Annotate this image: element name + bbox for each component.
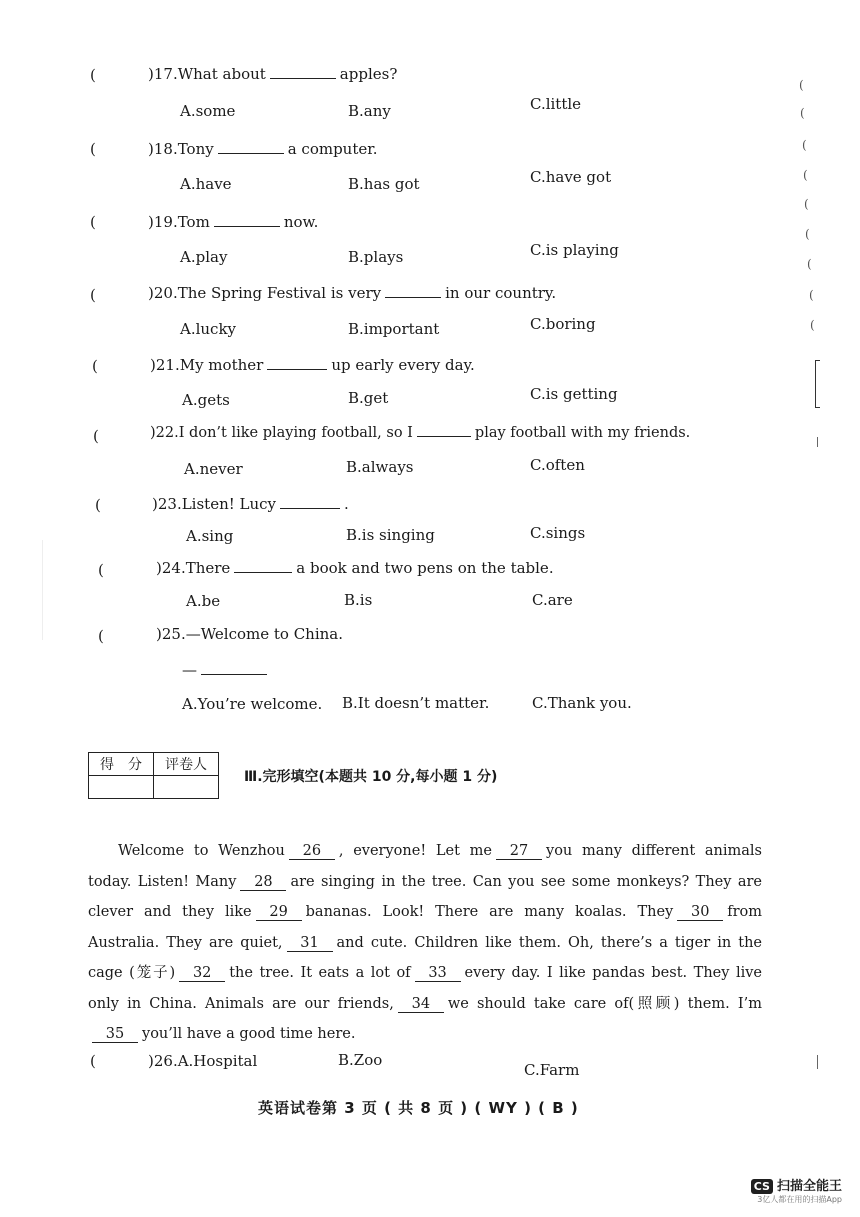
option-a: A.have xyxy=(180,175,232,193)
cloze-gap: 26 xyxy=(289,843,335,860)
passage-text: Welcome to Wenzhou xyxy=(118,843,285,859)
option-c: C.often xyxy=(530,456,585,474)
edge-mark: ( xyxy=(809,288,814,302)
answer-blank xyxy=(267,355,327,370)
option-b: B.It doesn’t matter. xyxy=(342,694,490,712)
answer-blank xyxy=(417,422,471,437)
score-label: 得 分 xyxy=(89,753,154,776)
edge-mark: ( xyxy=(802,138,807,152)
grader-cell xyxy=(154,776,219,799)
section-title: Ⅲ.完形填空(本题共 10 分,每小题 1 分) xyxy=(244,769,498,785)
option-c: C.have got xyxy=(530,168,612,186)
answer-paren: ( xyxy=(93,427,99,445)
score-box xyxy=(88,752,219,799)
option-a: A.sing xyxy=(186,527,234,545)
score-cell xyxy=(89,776,154,799)
edge-mark: ( xyxy=(803,168,808,182)
question-23-stem: )23.Listen! Lucy . xyxy=(152,495,349,513)
cloze-gap: 31 xyxy=(287,935,333,952)
edge-mark: ( xyxy=(807,257,812,271)
option-b: B.always xyxy=(346,458,414,476)
question-20-stem: )20.The Spring Festival is very in our country. xyxy=(148,284,557,302)
scanner-watermark xyxy=(751,1175,842,1205)
option-c: C.sings xyxy=(530,524,586,542)
answer-paren: ( xyxy=(90,66,96,84)
answer-blank xyxy=(201,660,267,675)
question-25-stem: )25.—Welcome to China. xyxy=(156,625,344,643)
edge-tick xyxy=(817,1055,818,1069)
question-19-stem: )19.Tom now. xyxy=(148,213,319,231)
question-26-option-b: B.Zoo xyxy=(338,1051,383,1069)
passage-text: , everyone! Let me xyxy=(338,843,493,859)
question-25-reply: — xyxy=(182,660,271,679)
edge-tick xyxy=(817,437,818,447)
option-a: A.be xyxy=(186,592,221,610)
answer-blank xyxy=(218,139,284,154)
scan-line xyxy=(42,540,43,640)
answer-paren: ( xyxy=(90,1052,96,1070)
edge-mark: ( xyxy=(799,78,804,92)
question-18-stem: )18.Tony a computer. xyxy=(148,140,378,158)
option-a: A.play xyxy=(180,248,228,266)
page-footer: 英语试卷第 3 页 ( 共 8 页 ) ( WY ) ( B ) xyxy=(258,1099,579,1117)
answer-blank xyxy=(270,64,336,79)
question-17-stem: )17.What about apples? xyxy=(148,65,398,83)
answer-paren: ( xyxy=(90,140,96,158)
option-a: A.lucky xyxy=(180,320,237,338)
passage-text: and cute. Children like them. Oh, there’s a tiger in the cage (笼子) xyxy=(88,934,762,981)
cloze-gap: 34 xyxy=(398,996,444,1013)
answer-paren: ( xyxy=(92,357,98,375)
option-c: C.little xyxy=(530,95,582,113)
cloze-gap: 32 xyxy=(179,965,225,982)
passage-text: every day. I like pandas best. They live only in China. Animals are our friends, xyxy=(88,965,763,1012)
cloze-gap: 33 xyxy=(415,965,461,982)
question-24-stem: )24.There a book and two pens on the table. xyxy=(156,559,554,577)
watermark-name: 扫描全能王 xyxy=(776,1179,842,1194)
passage-text: the tree. It eats a lot of xyxy=(229,965,411,981)
option-b: B.any xyxy=(348,102,391,120)
watermark-tagline: 3亿人都在用的扫描App xyxy=(757,1195,842,1204)
option-b: B.plays xyxy=(348,248,404,266)
cloze-gap: 29 xyxy=(256,904,302,921)
option-a: A.You’re welcome. xyxy=(182,695,323,713)
question-26-option-c: C.Farm xyxy=(524,1061,580,1079)
option-c: C.is getting xyxy=(530,385,618,403)
answer-paren: ( xyxy=(98,561,104,579)
option-a: A.gets xyxy=(182,391,230,409)
camscanner-logo-icon: CS xyxy=(751,1179,773,1194)
answer-paren: ( xyxy=(90,213,96,231)
edge-mark: ( xyxy=(805,227,810,241)
passage-text: are singing in the tree. Can you see some monkeys? They are clever and they like xyxy=(88,873,762,920)
option-a: A.some xyxy=(180,102,236,120)
option-c: C.are xyxy=(532,591,573,609)
option-b: B.is xyxy=(344,591,373,609)
option-a: A.never xyxy=(184,460,243,478)
answer-paren: ( xyxy=(90,286,96,304)
grader-label: 评卷人 xyxy=(154,753,219,776)
cloze-gap: 35 xyxy=(92,1026,138,1043)
option-c: C.boring xyxy=(530,315,596,333)
option-b: B.get xyxy=(348,389,389,407)
option-c: C.Thank you. xyxy=(532,694,632,712)
option-c: C.is playing xyxy=(530,241,619,259)
answer-blank xyxy=(234,558,292,573)
question-26-option-a: )26.A.Hospital xyxy=(148,1052,258,1070)
cloze-gap: 30 xyxy=(677,904,723,921)
edge-mark: ( xyxy=(804,197,809,211)
passage-text: bananas. Look! There are many koalas. They xyxy=(305,904,674,920)
passage-text: we should take care of(照顾) them. I’m xyxy=(447,995,762,1012)
passage-text: you’ll have a good time here. xyxy=(142,1026,356,1042)
cloze-gap: 27 xyxy=(496,843,542,860)
answer-paren: ( xyxy=(98,627,104,645)
passage-text: from Australia. They are quiet, xyxy=(88,904,763,951)
edge-mark: ( xyxy=(800,106,805,120)
answer-blank xyxy=(214,212,280,227)
edge-bracket xyxy=(815,360,820,408)
option-b: B.has got xyxy=(348,175,420,193)
edge-mark: ( xyxy=(810,318,815,332)
option-b: B.important xyxy=(348,320,440,338)
cloze-gap: 28 xyxy=(240,874,286,891)
cloze-passage xyxy=(88,836,762,1050)
answer-blank xyxy=(385,283,441,298)
answer-blank xyxy=(280,494,340,509)
question-21-stem: )21.My mother up early every day. xyxy=(150,356,475,374)
question-22-stem: )22.I don’t like playing football, so I play football with my friends. xyxy=(150,422,690,441)
option-b: B.is singing xyxy=(346,526,435,544)
passage-text: you many different animals today. Listen! Many xyxy=(88,843,762,890)
answer-paren: ( xyxy=(95,496,101,514)
